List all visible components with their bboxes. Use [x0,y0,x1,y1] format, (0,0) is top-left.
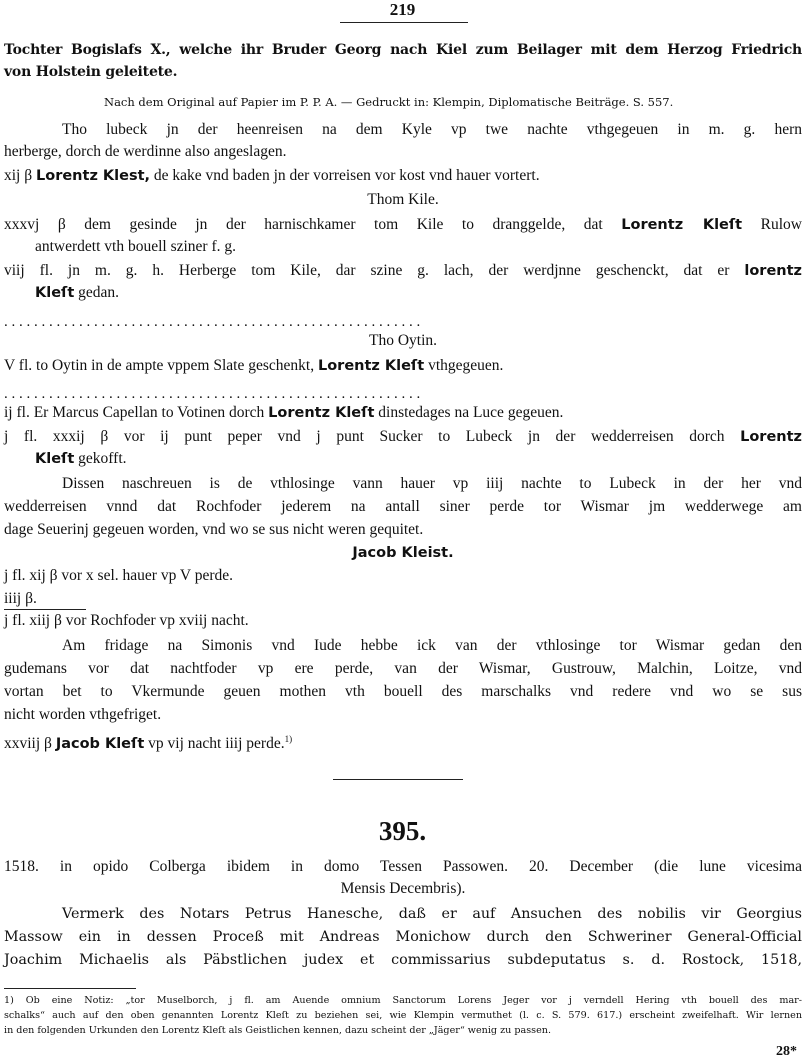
person-name: Kleſt [35,451,75,467]
ellipsis-dots [4,316,802,328]
sum-underline [4,609,86,610]
doc394-heading-line2: von Holstein geleitete. [4,64,178,80]
doc394-heading-line1: Tochter Bogislafs X., welche ihr Bruder Georg nach Kiel zum Beilager mit dem Herzog Friedrich [4,42,802,58]
entry-text: j fl. xxxij β vor ij punt peper vnd j punt Sucker to Lubeck jn der wedderreisen dorch [4,428,741,445]
amount: xij β [4,167,36,184]
person-name: Lorentz [740,429,802,445]
doc394-entry: j fl. xiij β vor Rochfoder vp xviij nacht. [4,612,249,629]
doc394-line: nicht worden vthgefriget. [4,706,162,723]
entry-text: Rulow [742,216,802,233]
person-name: Jacob Kleſt [55,736,145,753]
entry-text: V fl. to Oytin in de ampte vppem Slate geschenkt, [4,357,318,374]
section-heading-jacob-kleist: Jacob Kleist. [352,545,454,561]
doc394-line: Dissen naschreuen is de vthlosinge vann hauer vp iiij nachte to Lubeck in der her vnd [62,475,802,492]
doc394-line: dage Seuerinj gegeuen worden, vnd wo se sus nicht weren gequitet. [4,521,424,538]
page-number: 219 [389,0,416,19]
doc394-entry [4,403,802,423]
doc394-entry [4,283,802,303]
doc395-summary: Joachim Michaelis als Päbstlichen judex et commissarius subdeputatus s. d. Rostock, 1518, [4,952,802,968]
person-name: Lorentz Klest, [36,168,151,184]
doc394-source-note: Nach dem Original auf Papier im P. P. A. — Gedruckt in: Klempin, Diplomatische Beiträge. S. 557. [104,95,674,109]
sheet-signature: 28* [776,1044,797,1059]
entry-text: dinstedages na Luce gegeuen. [374,404,564,421]
entry-text: vthgegeuen. [424,357,504,374]
dots-text: . . . . . . . . . . . . . . . . . . . . . . . . . . . . . . . . . . . . . . . . . . . . . . . . . . . . . . . . [4,388,421,400]
doc394-entry [4,449,802,469]
footnote-line: 1) Ob eine Notiz: „tor Muselborch, j fl. am Auende omnium Sanctorum Lorens Jeger vor j verndell Hering vth bouell des mar- [4,995,802,1006]
entry-text: gedan. [74,284,120,301]
doc394-line: antwerdett vth bouell sziner f. g. [35,238,237,255]
doc395-summary: Vermerk des Notars Petrus Hanesche, daß er auf Ansuchen des nobilis vir Georgius [62,906,802,922]
section-divider [333,779,463,780]
doc394-line: herberge, dorch de werdinne also angeslagen. [4,143,287,160]
person-name: Kleſt [35,285,75,301]
doc394-line: gudemans vor dat nachtfoder vp ere perde, van der Wismar, Gustrouw, Malchin, Loitze, vnd [4,660,802,677]
amount: xxviij β [4,735,56,753]
doc395-date-line: Mensis Decembris). [340,880,466,897]
dots-text: . . . . . . . . . . . . . . . . . . . . . . . . . . . . . . . . . . . . . . . . . . . . . . . . . . . . . . . . [4,316,421,328]
footnote-ref: 1) [284,734,293,744]
doc394-entry: iiij β. [4,590,37,607]
doc395-date-line: 1518. in opido Colberga ibidem in domo Tessen Passowen. 20. December (die lune vicesima [4,858,802,875]
header-rule [340,22,468,23]
entry-text: vp vij nacht iiij perde. [144,735,285,753]
footnote-line: in den folgenden Urkunden den Lorentz Kleſt als Geistlichen kennen, dazu scheint der „Jäger“ wenig zu passen. [4,1025,552,1036]
doc394-line: Tho lubeck jn der heenreisen na dem Kyle vp twe nachte vthgegeuen in m. g. hern [62,121,802,138]
entry-text: ij fl. Er Marcus Capellan to Votinen dorch [4,404,269,421]
entry-text: viij fl. jn m. g. h. Herberge tom Kile, dar szine g. lach, der werdjnne geschenckt, dat er [4,262,745,279]
doc394-entry [4,356,802,376]
footnote-rule [4,988,136,989]
person-name: Lorentz Kleſt [268,405,375,421]
ellipsis-dots [4,388,802,400]
section-heading-oytin: Tho Oytin. [368,332,438,349]
document-number: 395. [378,816,427,846]
person-name: Lorentz Kleſt [621,217,743,233]
footnote-line: schalks“ auch auf den oben genannten Lorentz Kleſt zu beziehen sei, wie Klempin vermuthet (l. c. S. 579. 617.) erscheint zweifelhaft. Wir lernen [4,1010,802,1021]
person-name: Lorentz Kleſt [317,358,425,374]
entry-text: xxxvj β dem gesinde jn der harnischkamer tom Kile to dranggelde, dat [4,216,622,233]
doc394-entry [4,427,802,447]
doc394-line: wedderreisen vnnd dat Rochfoder jederem na antall siner perde tor Wismar jm wedderwege am [4,498,802,515]
section-heading-kiel: Thom Kile. [367,191,439,208]
entry-text: de kake vnd baden jn der vorreisen vor kost vnd hauer vortert. [150,167,540,184]
doc394-entry [4,261,802,281]
doc394-line: Am fridage na Simonis vnd Iude hebbe ick van der vthlosinge tor Wismar gedan den [62,637,802,654]
doc395-summary: Massow ein in dessen Proceß mit Andreas Monichow durch den Schweriner General-Official [4,929,802,945]
doc394-entry [4,166,802,186]
doc394-entry: j fl. xij β vor x sel. hauer vp V perde. [4,567,234,584]
doc394-entry [4,729,802,754]
doc394-line: vortan bet to Vkermunde geuen mothen vth bouell des marschalks vnd redere vnd wo se sus [4,683,802,700]
doc394-entry [4,215,802,235]
entry-text: gekofft. [74,450,127,467]
person-name: lorentz [744,263,802,279]
